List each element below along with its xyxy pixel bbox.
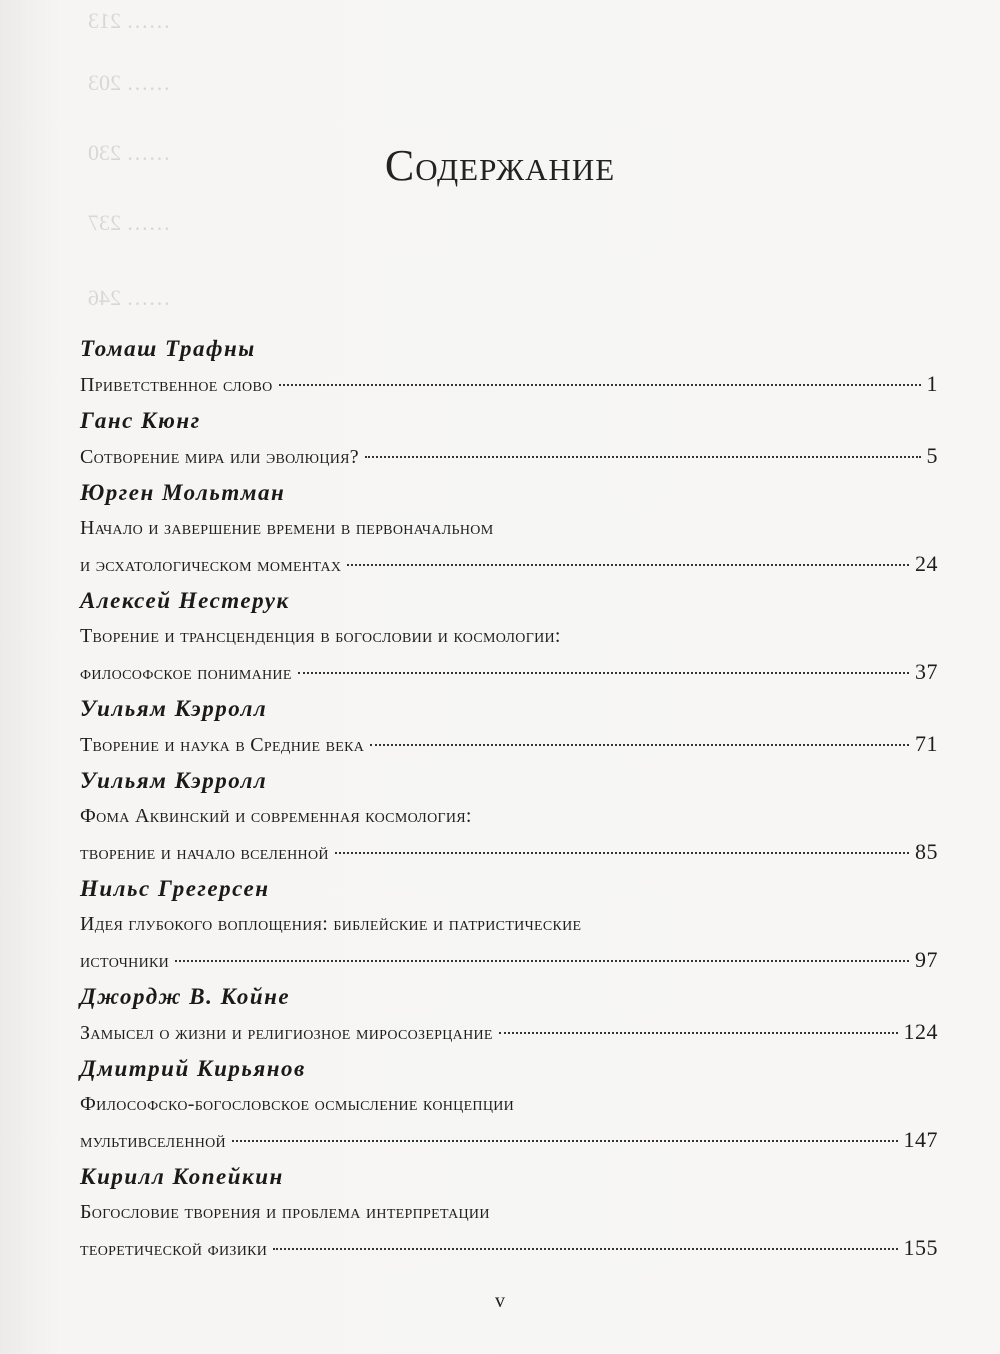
entry-page-number: 97 (915, 947, 938, 972)
entry-title-line (80, 1014, 938, 1050)
leader-dots (232, 1140, 898, 1142)
entry-page-number: 5 (926, 443, 938, 468)
entry-title: источники (80, 950, 170, 972)
toc-entry (80, 1052, 938, 1158)
entry-title-line (80, 1122, 938, 1158)
entry-page-number: 37 (915, 659, 938, 684)
entry-title-line: Творение и трансценденция в богословии и космологии: (80, 625, 561, 647)
page-folio: v (495, 1290, 505, 1312)
entry-title: Творение и наука в Средние века (80, 734, 365, 756)
show-through-text: …… 237 (88, 210, 171, 235)
entry-page-number: 124 (903, 1019, 938, 1044)
entry-title-line: Богословие творения и проблема интерпретации (80, 1201, 490, 1223)
entry-title-line (80, 834, 938, 870)
show-through-text: …… 213 (88, 8, 171, 33)
toc-entry (80, 872, 938, 978)
leader-dots (273, 1248, 897, 1250)
leader-dots (347, 564, 909, 566)
entry-title: и эсхатологическом моментах (80, 554, 342, 576)
entry-title-line (80, 546, 938, 582)
entry-author: Ганс Кюнг (80, 408, 201, 433)
entry-title-line (80, 726, 938, 762)
entry-title: творение и начало вселенной (80, 842, 329, 864)
toc-entry (80, 764, 938, 870)
entry-title: Замысел о жизни и религиозное миросозерцание (80, 1022, 493, 1044)
entry-page-number: 147 (903, 1127, 938, 1152)
entry-author: Кирилл Копейкин (80, 1164, 284, 1189)
show-through-text: …… 230 (88, 140, 171, 165)
entry-title-line: Философско-богословское осмысление концепции (80, 1093, 515, 1115)
entry-title-line (80, 654, 938, 690)
entry-page-number: 71 (915, 731, 938, 756)
entry-author: Томаш Трафны (80, 336, 256, 361)
entry-title: мультивселенной (80, 1130, 226, 1152)
entry-author: Джордж В. Койне (80, 984, 291, 1009)
leader-dots (175, 960, 909, 962)
entry-author: Уильям Кэрролл (80, 768, 268, 793)
toc-entry (80, 476, 938, 582)
entry-page-number: 1 (926, 371, 938, 396)
entry-page-number: 155 (903, 1235, 938, 1260)
entry-page-number: 85 (915, 839, 938, 864)
leader-dots (370, 744, 909, 746)
toc-entry (80, 584, 938, 690)
entry-author: Нильс Грегерсен (80, 876, 270, 901)
entry-title: теоретической физики (80, 1238, 268, 1260)
toc-entry (80, 404, 938, 474)
entry-author: Дмитрий Кирьянов (80, 1056, 306, 1081)
leader-dots (279, 384, 921, 386)
entry-title-line (80, 942, 938, 978)
entry-title: Приветственное слово (80, 374, 273, 396)
entry-title-line (80, 1230, 938, 1266)
leader-dots (365, 456, 921, 458)
leader-dots (335, 852, 909, 854)
entry-author: Алексей Нестерук (80, 588, 290, 613)
entry-author: Уильям Кэрролл (80, 696, 268, 721)
entry-page-number: 24 (915, 551, 938, 576)
entry-title-line: Идея глубокого воплощения: библейские и патристические (80, 913, 582, 935)
entry-title-line (80, 438, 938, 474)
show-through-text: …… 246 (88, 285, 171, 310)
table-of-contents (80, 330, 938, 1266)
show-through-text: …… 203 (88, 70, 171, 95)
toc-entry (80, 1160, 938, 1266)
entry-title: Сотворение мира или эволюция? (80, 446, 359, 468)
entry-title-line (80, 366, 938, 402)
entry-title: философское понимание (80, 662, 292, 684)
page-title: Содержание (384, 141, 616, 190)
leader-dots (499, 1032, 898, 1034)
entry-title-line: Начало и завершение времени в первоначальном (80, 517, 494, 539)
toc-entry (80, 332, 938, 402)
toc-entry (80, 692, 938, 762)
entry-title-line: Фома Аквинский и современная космология: (80, 805, 472, 827)
toc-entry (80, 980, 938, 1050)
leader-dots (298, 672, 909, 674)
entry-author: Юрген Мольтман (80, 480, 286, 505)
